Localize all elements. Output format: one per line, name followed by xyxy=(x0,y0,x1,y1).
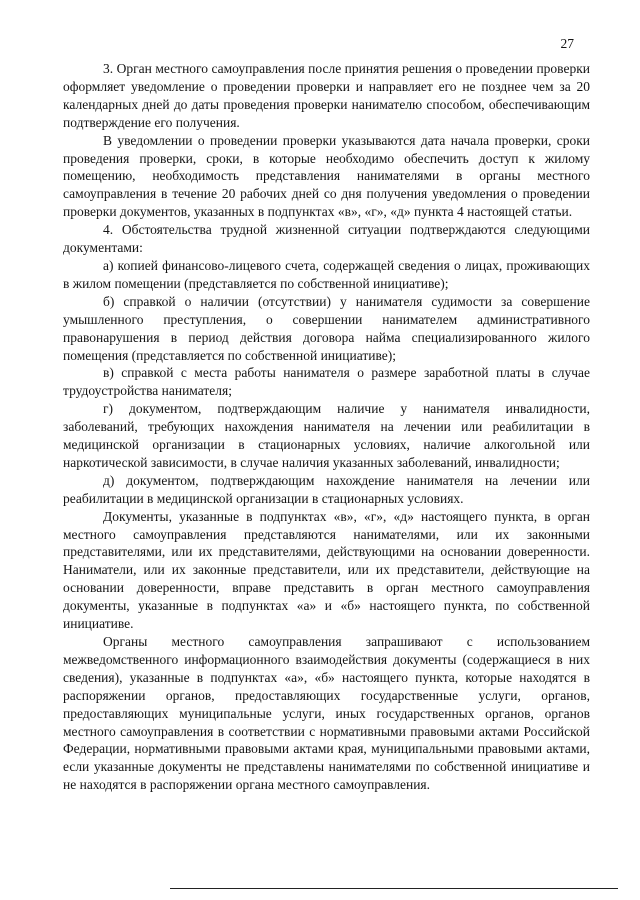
list-item-v: в) справкой с места работы нанимателя о размере заработной платы в случае трудоустройства нанимателя; xyxy=(63,365,590,399)
list-item-g: г) документом, подтверждающим наличие у нанимателя инвалидности, заболеваний, требующих нахождения нанимателя на лечении или реабилитации в медицинской организации в стационарных условиях, наличие алкогольной или наркотической зависимости, в случае наличия указанных заболеваний, инвалидности; xyxy=(63,401,590,470)
paragraph-notification-contents: В уведомлении о проведении проверки указываются дата начала проверки, сроки проведения проверки, сроки, в которые необходимо обеспечить доступ к жилому помещению, необходимость представления нанимателями в органы местного самоуправления в течение 20 рабочих дней со дня получения уведомления о проведении проверки документов, указанных в подпунктах «в», «г», «д» пункта 4 настоящей статьи. xyxy=(63,132,590,220)
paragraph-interagency-request: Органы местного самоуправления запрашивают с использованием межведомственного информационного взаимодействия документы (содержащиеся в них сведения), указанные в подпунктах «а», «б» настоящего пункта, которые находятся в распоряжении органов, предоставляющих государственные услуги, органов, предоставляющих муниципальные услуги, иных государственных органов, органов местного самоуправления в соответствии с нормативными правовыми актами Российской Федерации, нормативными правовыми актами края, муниципальными правовыми актами, если указанные документы не представлены нанимателями по собственной инициативе и не находятся в распоряжении органа местного самоуправления. xyxy=(63,634,590,793)
list-item-b: б) справкой о наличии (отсутствии) у нанимателя судимости за совершение умышленного преступления, о совершении нанимателем административного правонарушения в период действия договора найма специализированного жилого помещения (представляется по собственной инициативе); xyxy=(63,293,590,363)
list-item-d: д) документом, подтверждающим нахождение нанимателя на лечении или реабилитации в медицинской организации в стационарных условиях. xyxy=(63,472,590,506)
document-body xyxy=(63,60,590,794)
paragraph-3-notification: 3. Орган местного самоуправления после принятия решения о проведении проверки оформляет уведомление о проведении проверки и направляет его не позднее чем за 20 календарных дней до даты проведения проверки нанимателю способом, обеспечивающим подтверждение его получения. xyxy=(63,61,590,130)
list-item-a: а) копией финансово-лицевого счета, содержащей сведения о лицах, проживающих в жилом помещении (представляется по собственной инициативе); xyxy=(63,257,590,291)
footer-divider xyxy=(170,888,618,889)
page-number: 27 xyxy=(560,36,574,51)
paragraph-documents-submission: Документы, указанные в подпунктах «в», «г», «д» настоящего пункта, в орган местного самоуправления представляются нанимателями, или их законными представителями, или их представителями, действующими на основании доверенности. Наниматели, или их законные представители, или их представители, действующие на основании доверенности, вправе представить в орган местного самоуправления документы, указанные в подпунктах «а» и «б» настоящего пункта, по собственной инициативе. xyxy=(63,508,590,632)
paragraph-4-circumstances: 4. Обстоятельства трудной жизненной ситуации подтверждаются следующими документами: xyxy=(63,222,590,256)
